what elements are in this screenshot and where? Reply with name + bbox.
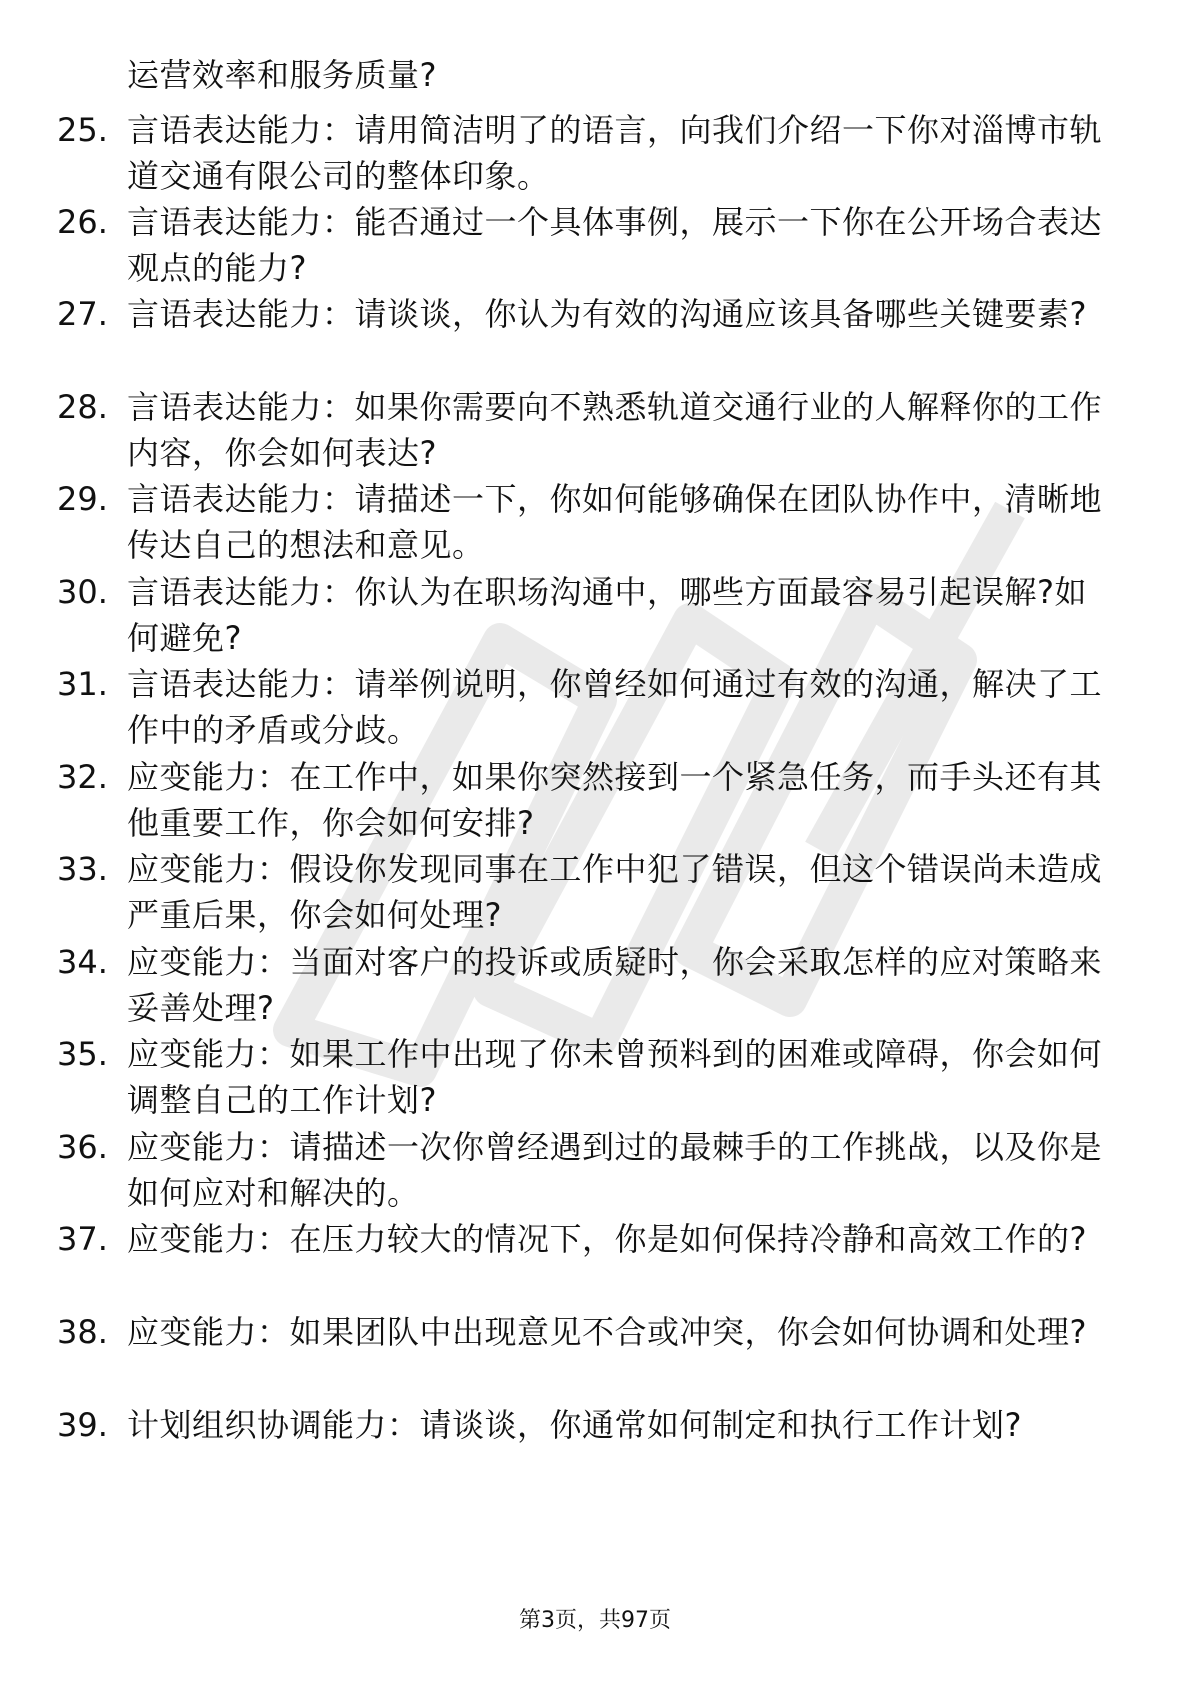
question-text: 应变能力：请描述一次你曾经遇到过的最棘手的工作挑战，以及你是如何应对和解决的。	[127, 1128, 1103, 1212]
question-item-33	[0, 846, 1190, 938]
question-item-38	[0, 1309, 1190, 1401]
question-item-31	[0, 661, 1190, 753]
question-item-29	[0, 476, 1190, 568]
continued-question-text: 运营效率和服务质量?	[127, 56, 437, 94]
question-text: 言语表达能力：如果你需要向不熟悉轨道交通行业的人解释你的工作内容，你会如何表达?	[127, 388, 1103, 472]
question-item-34	[0, 939, 1190, 1031]
question-number: 25.	[57, 111, 108, 149]
question-number: 30.	[57, 573, 108, 611]
question-text: 言语表达能力：请举例说明，你曾经如何通过有效的沟通，解决了工作中的矛盾或分歧。	[127, 665, 1103, 749]
question-text: 应变能力：如果团队中出现意见不合或冲突，你会如何协调和处理?	[127, 1313, 1087, 1351]
question-number: 34.	[57, 943, 108, 981]
question-number: 36.	[57, 1128, 108, 1166]
question-text: 应变能力：如果工作中出现了你未曾预料到的困难或障碍，你会如何调整自己的工作计划?	[127, 1035, 1103, 1119]
question-item-28	[0, 384, 1190, 476]
question-text: 言语表达能力：你认为在职场沟通中，哪些方面最容易引起误解?如何避免?	[127, 573, 1087, 657]
question-number: 28.	[57, 388, 108, 426]
question-number: 32.	[57, 758, 108, 796]
question-number: 39.	[57, 1406, 108, 1444]
question-number: 29.	[57, 480, 108, 518]
question-item-30	[0, 569, 1190, 661]
question-item-32	[0, 754, 1190, 846]
question-item-39	[0, 1402, 1190, 1494]
question-item-27	[0, 291, 1190, 383]
question-item-35	[0, 1031, 1190, 1123]
question-item-25	[0, 107, 1190, 199]
question-number: 33.	[57, 850, 108, 888]
question-text: 言语表达能力：能否通过一个具体事例，展示一下你在公开场合表达观点的能力?	[127, 203, 1103, 287]
question-text: 言语表达能力：请描述一下，你如何能够确保在团队协作中，清晰地传达自己的想法和意见。	[127, 480, 1103, 564]
question-text: 应变能力：在工作中，如果你突然接到一个紧急任务，而手头还有其他重要工作，你会如何安排?	[127, 758, 1103, 842]
question-text: 应变能力：在压力较大的情况下，你是如何保持冷静和高效工作的?	[127, 1220, 1087, 1258]
question-item-26	[0, 199, 1190, 291]
question-text: 言语表达能力：请谈谈，你认为有效的沟通应该具备哪些关键要素?	[127, 295, 1087, 333]
question-number: 35.	[57, 1035, 108, 1073]
question-text: 言语表达能力：请用简洁明了的语言，向我们介绍一下你对淄博市轨道交通有限公司的整体印象。	[127, 111, 1103, 195]
page-footer: 第3页，共97页	[519, 1608, 671, 1633]
question-number: 26.	[57, 203, 108, 241]
question-item-36	[0, 1124, 1190, 1216]
question-text: 计划组织协调能力：请谈谈，你通常如何制定和执行工作计划?	[127, 1406, 1022, 1444]
question-item-37	[0, 1216, 1190, 1308]
question-number: 27.	[57, 295, 108, 333]
question-text: 应变能力：假设你发现同事在工作中犯了错误，但这个错误尚未造成严重后果，你会如何处理?	[127, 850, 1103, 934]
question-text: 应变能力：当面对客户的投诉或质疑时，你会采取怎样的应对策略来妥善处理?	[127, 943, 1103, 1027]
question-number: 38.	[57, 1313, 108, 1351]
question-number: 31.	[57, 665, 108, 703]
question-number: 37.	[57, 1220, 108, 1258]
